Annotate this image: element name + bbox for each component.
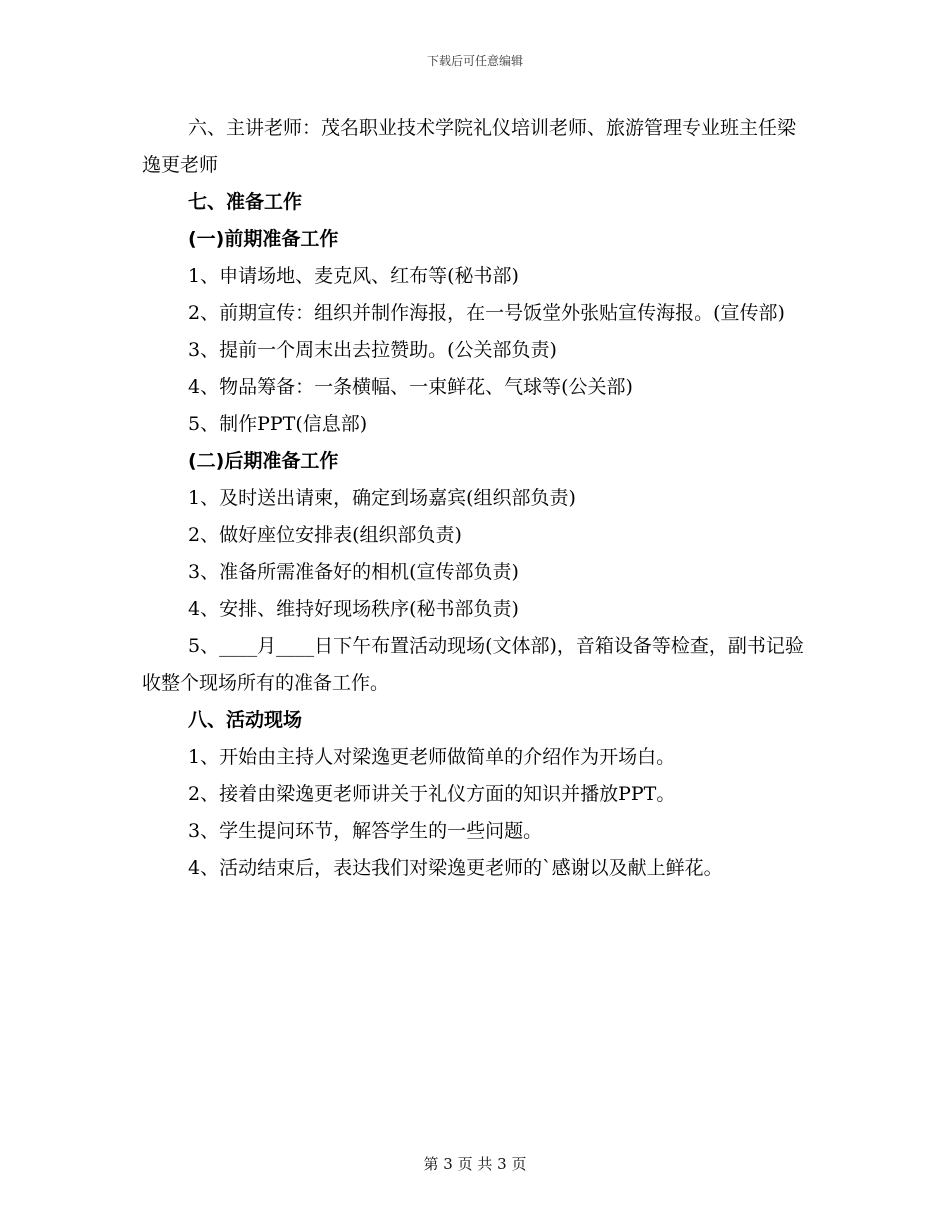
- heading-event-site: 八、活动现场: [188, 709, 303, 731]
- list-item: 3、提前一个周末出去拉赞助。(公关部负责): [188, 339, 557, 361]
- list-item: 2、接着由梁逸更老师讲关于礼仪方面的知识并播放PPT。: [188, 783, 676, 805]
- list-item: 2、做好座位安排表(组织部负责): [188, 524, 462, 546]
- subheading-late-preparation: (二)后期准备工作: [188, 450, 339, 472]
- document-body: [142, 110, 812, 887]
- list-item: 4、安排、维持好现场秩序(秘书部负责): [188, 598, 519, 620]
- page-number-footer: 第 3 页 共 3 页: [423, 1155, 527, 1173]
- list-item: 4、物品筹备：一条横幅、一束鲜花、气球等(公关部): [188, 376, 633, 398]
- list-item: 3、学生提问环节，解答学生的一些问题。: [188, 820, 543, 842]
- list-item: 1、申请场地、麦克风、红布等(秘书部): [188, 265, 519, 287]
- page-header-note: 下载后可任意编辑: [426, 54, 523, 68]
- subheading-early-preparation: (一)前期准备工作: [188, 228, 339, 250]
- list-item: 5、____月____日下午布置活动现场(文体部)，音箱设备等检查，副书记验收整个现场所有的准备工作。: [142, 635, 804, 694]
- paragraph-speaker: 六、主讲老师：茂名职业技术学院礼仪培训老师、旅游管理专业班主任梁逸更老师: [142, 117, 797, 176]
- list-item: 3、准备所需准备好的相机(宣传部负责): [188, 561, 519, 583]
- list-item: 1、开始由主持人对梁逸更老师做简单的介绍作为开场白。: [188, 746, 676, 768]
- list-item: 4、活动结束后，表达我们对梁逸更老师的`感谢以及献上鲜花。: [188, 857, 723, 879]
- heading-preparation: 七、准备工作: [188, 191, 303, 213]
- list-item: 2、前期宣传：组织并制作海报，在一号饭堂外张贴宣传海报。(宣传部): [188, 302, 785, 324]
- list-item: 1、及时送出请柬，确定到场嘉宾(组织部负责): [188, 487, 576, 509]
- list-item: 5、制作PPT(信息部): [188, 413, 368, 435]
